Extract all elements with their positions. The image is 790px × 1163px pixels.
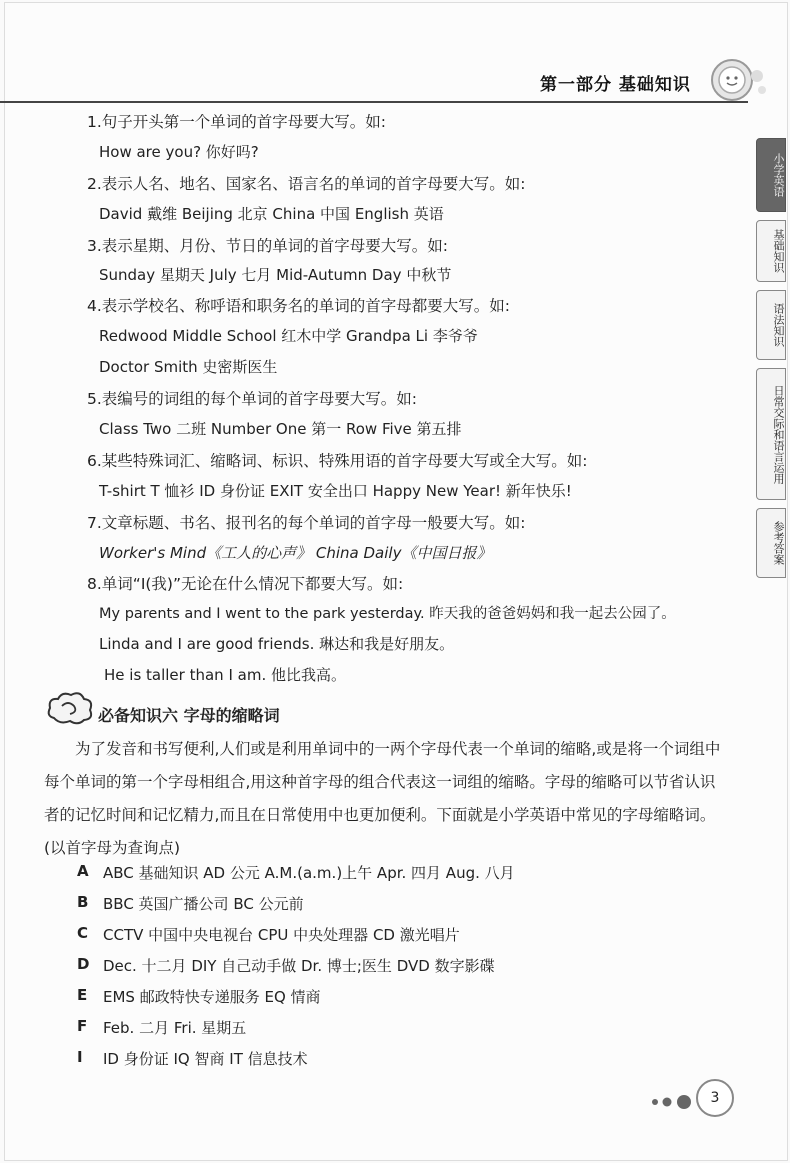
rule-8-example-1: My parents and I went to the park yesterday. 昨天我的爸爸妈妈和我一起去公园了。 [99, 606, 676, 622]
abbr-letter-d: D [77, 955, 90, 973]
abbr-letter-i: I [77, 1048, 83, 1066]
side-tabs [756, 138, 786, 586]
rule-7-example: Worker's Mind《工人的心声》 China Daily《中国日报》 [99, 544, 492, 562]
abbr-items-f: Feb. 二月 Fri. 星期五 [103, 1019, 247, 1037]
abbr-letter-e: E [77, 986, 88, 1004]
tab-basic-knowledge[interactable]: 基础知识 [756, 220, 786, 282]
rule-6-example: T-shirt T 恤衫 ID 身份证 EXIT 安全出口 Happy New Year! 新年快乐! [99, 482, 572, 500]
page-header-title: 第一部分 基础知识 [540, 75, 691, 95]
rule-2-heading: 2.表示人名、地名、国家名、语言名的单词的首字母要大写。如: [87, 175, 526, 193]
tab-daily-communication[interactable]: 日常交际和语言运用 [756, 368, 786, 500]
rule-8-example-2: Linda and I are good friends. 琳达和我是好朋友。 [99, 635, 455, 653]
rule-6-heading: 6.某些特殊词汇、缩略词、标识、特殊用语的首字母要大写或全大写。如: [87, 452, 588, 470]
section-cloud-icon [44, 688, 96, 728]
tab-answers[interactable]: 参考答案 [756, 508, 786, 578]
abbr-items-b: BBC 英国广播公司 BC 公元前 [103, 895, 304, 913]
rule-3-example: Sunday 星期天 July 七月 Mid-Autumn Day 中秋节 [99, 266, 452, 284]
abbr-letter-f: F [77, 1017, 88, 1035]
abbr-letter-a: A [77, 862, 89, 880]
rule-4-example-1: Redwood Middle School 红木中学 Grandpa Li 李爷爷 [99, 327, 478, 345]
rule-2-example: David 戴维 Beijing 北京 China 中国 English 英语 [99, 205, 444, 223]
rule-7-heading: 7.文章标题、书名、报刊名的每个单词的首字母一般要大写。如: [87, 514, 526, 532]
abbr-letter-c: C [77, 924, 89, 942]
rule-3-heading: 3.表示星期、月份、节日的单词的首字母要大写。如: [87, 237, 449, 255]
abbr-letter-b: B [77, 893, 89, 911]
tab-grammar[interactable]: 语法知识 [756, 290, 786, 360]
abbr-items-e: EMS 邮政特快专递服务 EQ 情商 [103, 988, 321, 1006]
section-title: 必备知识六 字母的缩略词 [98, 706, 280, 725]
abbr-items-c: CCTV 中国中央电视台 CPU 中央处理器 CD 激光唱片 [103, 926, 460, 944]
rule-5-heading: 5.表编号的词组的每个单词的首字母要大写。如: [87, 390, 418, 408]
rule-8-example-3: He is taller than I am. 他比我高。 [104, 666, 346, 684]
page-number: 3 [696, 1079, 734, 1117]
tab-primary-english[interactable]: 小学英语 [756, 138, 786, 212]
header-rule [0, 101, 748, 103]
rule-4-example-2: Doctor Smith 史密斯医生 [99, 358, 278, 376]
section-intro: 为了发音和书写便利,人们或是利用单词中的一两个字母代表一个单词的缩略,或是将一个词组中每个单词的第一个字母相组合,用这种首字母的组合代表这一词组的缩略。字母的缩略可以节省认识者的记忆时间和记忆精力,而且在日常使用中也更加便利。下面就是小学英语中常见的字母缩略词。(以首字母为查询点) [44, 740, 721, 857]
rule-5-example: Class Two 二班 Number One 第一 Row Five 第五排 [99, 420, 462, 438]
abbr-items-a: ABC 基础知识 AD 公元 A.M.(a.m.)上午 Apr. 四月 Aug. 八月 [103, 864, 515, 882]
rule-1-heading: 1.句子开头第一个单词的首字母要大写。如: [87, 113, 387, 131]
rule-8-heading: 8.单词“I(我)”无论在什么情况下都要大写。如: [87, 575, 404, 593]
abbr-items-i: ID 身份证 IQ 智商 IT 信息技术 [103, 1050, 308, 1068]
rule-1-example: How are you? 你好吗? [99, 143, 259, 161]
rule-4-heading: 4.表示学校名、称呼语和职务名的单词的首字母都要大写。如: [87, 297, 511, 315]
smiley-badge-icon [708, 56, 768, 106]
footer-dots-icon [650, 1094, 696, 1110]
abbr-items-d: Dec. 十二月 DIY 自己动手做 Dr. 博士;医生 DVD 数字影碟 [103, 957, 495, 975]
